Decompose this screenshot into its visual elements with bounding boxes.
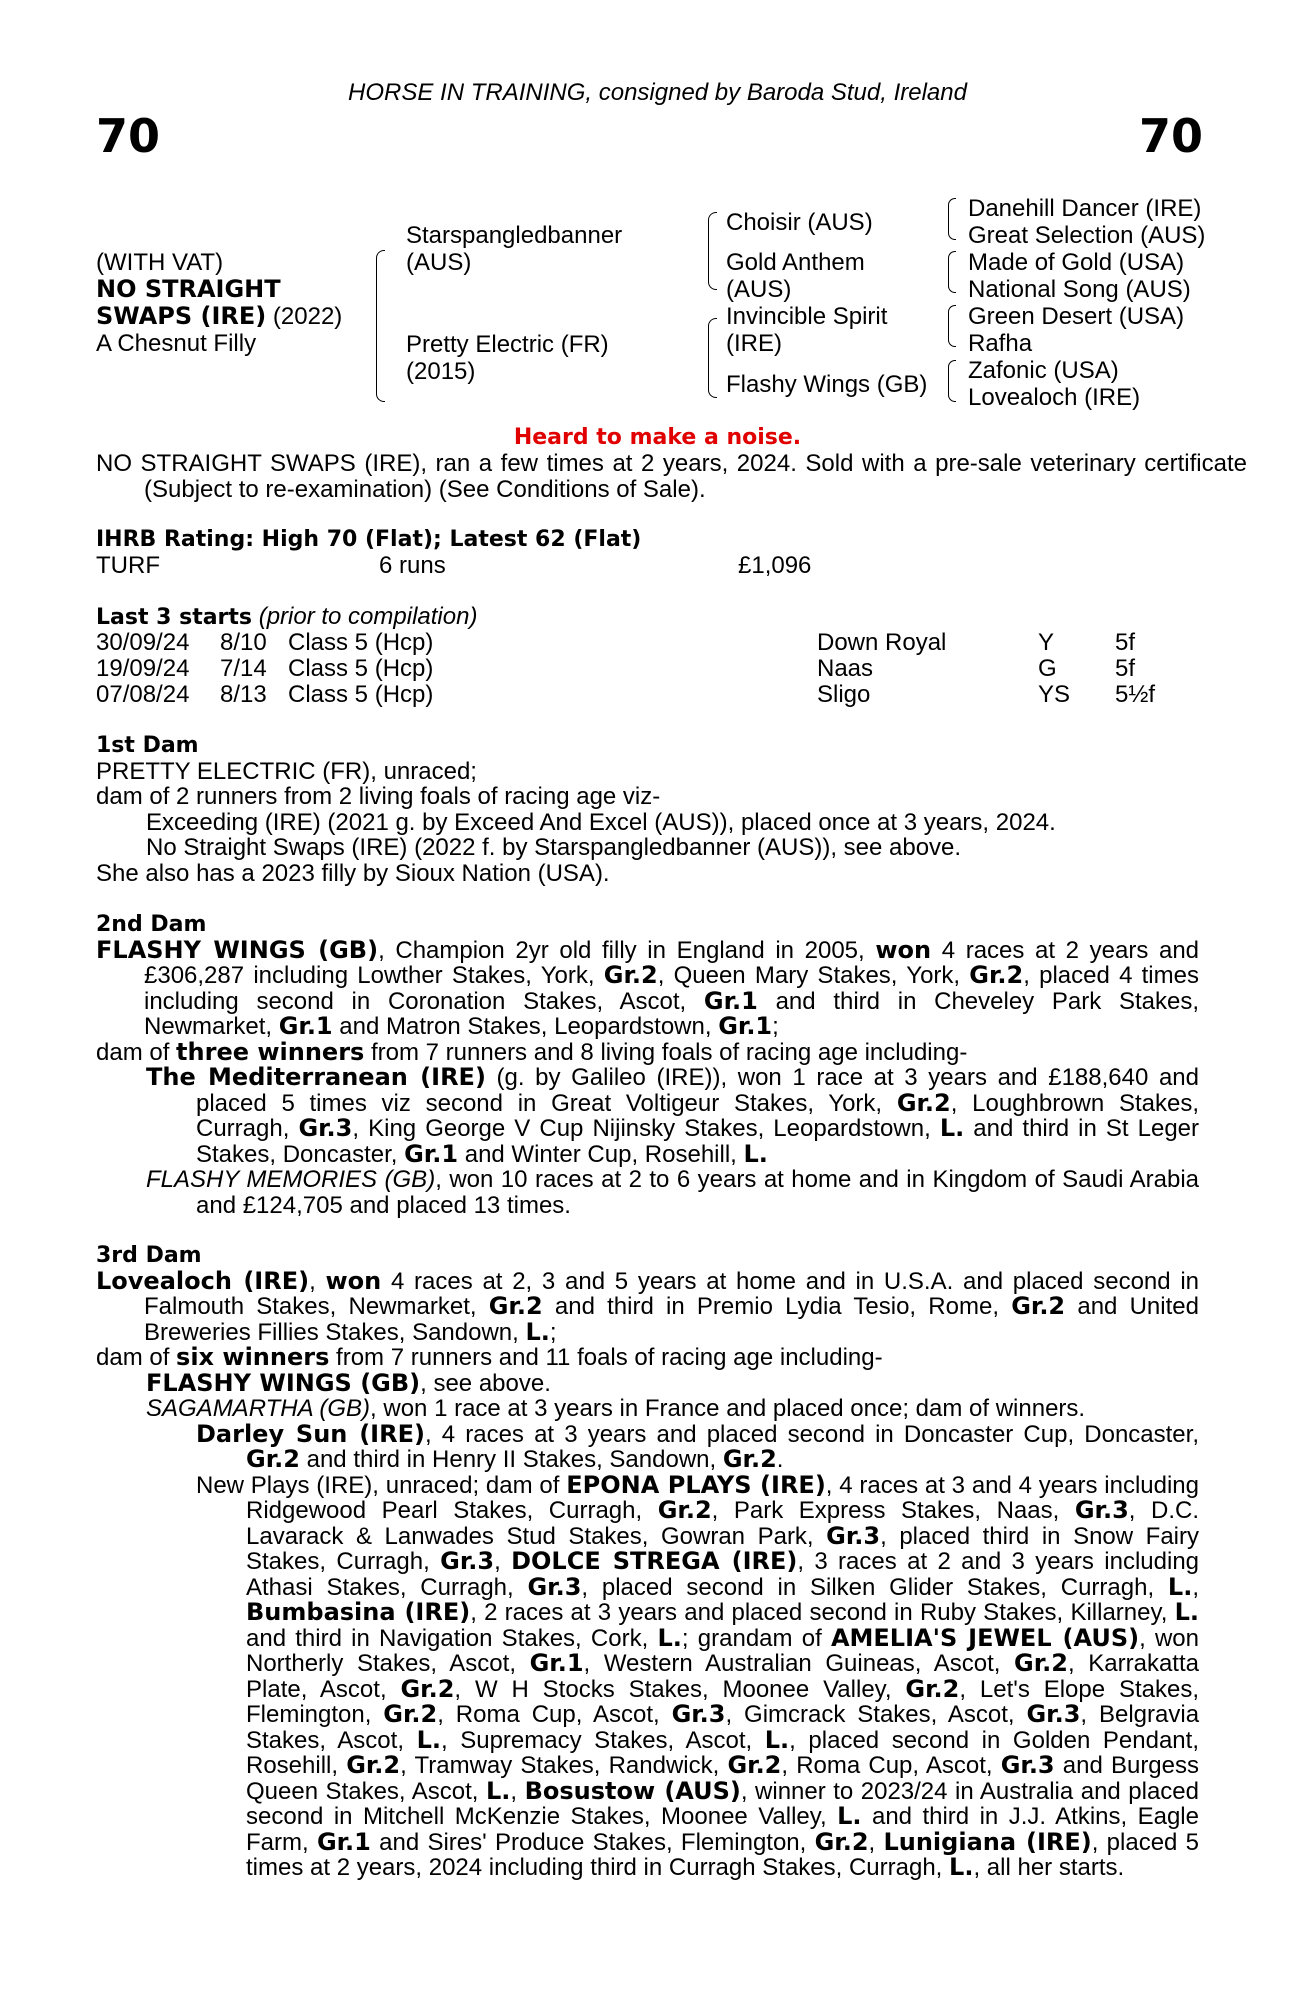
grade-label: Gr.3 bbox=[298, 1114, 353, 1142]
last-starts-title: Last 3 starts bbox=[96, 605, 253, 630]
rating-earnings: £1,096 bbox=[738, 552, 812, 579]
pedigree-dd: Flashy Wings (GB) bbox=[726, 371, 928, 398]
text: , Gimcrack Stakes, Ascot, bbox=[725, 1701, 1027, 1728]
start-date: 19/09/24 bbox=[96, 655, 190, 682]
text: , bbox=[309, 1267, 326, 1295]
pedigree-ss: Choisir (AUS) bbox=[726, 209, 873, 236]
text: from 7 runners and 8 living foals of racing age including- bbox=[364, 1038, 968, 1066]
produce-entry bbox=[96, 1167, 1199, 1218]
grand-produce-entry bbox=[96, 1419, 1199, 1473]
grade-label: Gr.2 bbox=[1011, 1292, 1066, 1320]
start-going: G bbox=[1038, 655, 1057, 682]
horse-name: AMELIA'S JEWEL (AUS) bbox=[830, 1623, 1140, 1652]
text: . bbox=[776, 1446, 784, 1473]
second-dam-heading: 2nd Dam bbox=[96, 912, 207, 937]
grade-label: Gr.2 bbox=[896, 1088, 951, 1117]
grand-produce-entry bbox=[96, 1470, 1200, 1881]
horse-name: SAGAMARTHA (GB) bbox=[146, 1395, 371, 1422]
grade-label: L. bbox=[939, 1114, 965, 1142]
horse-name: EPONA PLAYS (IRE) bbox=[566, 1470, 826, 1499]
text: (g. by Galileo (IRE)), won 1 race at 3 years and £188,640 and placed 5 times viz second in Great Voltigeur Stakes, York, bbox=[196, 1064, 1199, 1117]
text: , bbox=[1192, 1573, 1200, 1601]
horse-name-line1: NO STRAIGHT bbox=[96, 275, 281, 303]
text: , Tramway Stakes, Randwick, bbox=[400, 1752, 728, 1779]
pedigree-gen3 bbox=[968, 195, 1205, 411]
text: and Sires' Produce Stakes, Flemington, bbox=[370, 1828, 815, 1856]
text: and Winter Cup, Rosehill, bbox=[458, 1140, 744, 1168]
pedigree-sire bbox=[406, 222, 622, 276]
text: , bbox=[494, 1548, 512, 1575]
first-dam-heading: 1st Dam bbox=[96, 733, 199, 758]
text: , Queen Mary Stakes, York, bbox=[657, 962, 970, 989]
pedigree-ddd: Lovealoch (IRE) bbox=[968, 384, 1141, 411]
catalogue-header: HORSE IN TRAINING, consigned by Baroda Stud, Ireland bbox=[348, 79, 967, 106]
grade-label: L. bbox=[764, 1725, 790, 1754]
text: , placed third in Snow Fairy Stakes, Curragh, bbox=[246, 1522, 1199, 1575]
last-starts-note: (prior to compilation) bbox=[252, 603, 478, 630]
grade-label: Gr.3 bbox=[671, 1700, 726, 1728]
start-position: 8/10 bbox=[220, 629, 267, 656]
start-distance: 5f bbox=[1115, 629, 1136, 656]
grade-label: Gr.2 bbox=[727, 1751, 782, 1779]
pedigree-brace-gen1 bbox=[376, 250, 385, 402]
rating-runs: 6 runs bbox=[379, 552, 446, 579]
grade-label: Gr.1 bbox=[529, 1649, 584, 1677]
third-dam-record bbox=[96, 1266, 1200, 1346]
start-course: Sligo bbox=[817, 681, 871, 708]
pedigree-brace-sd bbox=[948, 251, 956, 293]
text: from 7 runners and 11 foals of racing age including- bbox=[329, 1344, 883, 1371]
text: , 4 races at 3 and 4 years including Ridgewood Pearl Stakes, Curragh, bbox=[246, 1471, 1200, 1524]
text: 4 races at 2 years and £306,287 including Lowther Stakes, York, bbox=[144, 936, 1200, 989]
horse-name: Lunigiana (IRE) bbox=[883, 1827, 1092, 1856]
first-dam-section bbox=[96, 733, 1199, 886]
rating-row bbox=[96, 553, 1199, 579]
grade-label: L. bbox=[657, 1623, 682, 1652]
foaling-year: (2022) bbox=[266, 303, 343, 330]
produce-entry bbox=[96, 1065, 1199, 1167]
text: , placed second in Golden Pendant, Rosehill, bbox=[246, 1726, 1199, 1779]
text: and third in Cheveley Park Stakes, Newmarket, bbox=[144, 987, 1199, 1040]
first-dam-line: dam of 2 runners from 2 living foals of racing age viz- bbox=[96, 783, 661, 810]
text: , Karrakatta Plate, Ascot, bbox=[246, 1650, 1199, 1703]
text: and United Breweries Fillies Stakes, Sandown, bbox=[144, 1293, 1199, 1346]
start-position: 7/14 bbox=[220, 655, 267, 682]
horse-name-line2: SWAPS (IRE) bbox=[96, 302, 267, 330]
pedigree-brace-ss bbox=[948, 198, 956, 240]
text: , King George V Cup Nijinsky Stakes, Leopardstown, bbox=[352, 1115, 940, 1142]
pedigree-brace-sire bbox=[708, 212, 717, 290]
produce-entry bbox=[96, 1396, 1199, 1422]
text: New Plays (IRE), unraced; dam of bbox=[196, 1471, 567, 1499]
third-dam-produce-summary bbox=[96, 1345, 1199, 1371]
text: , 2 races at 3 years and placed second in Ruby Stakes, Killarney, bbox=[470, 1599, 1175, 1626]
grade-label: L. bbox=[1167, 1572, 1193, 1601]
first-dam-produce: Exceeding (IRE) (2021 g. by Exceed And Excel (AUS)), placed once at 3 years, 2024. bbox=[146, 808, 1056, 836]
sd-country: (AUS) bbox=[726, 276, 792, 303]
grade-label: L. bbox=[525, 1317, 550, 1346]
start-going: YS bbox=[1038, 681, 1071, 708]
pedigree-ssd: Great Selection (AUS) bbox=[968, 222, 1206, 249]
start-class: Class 5 (Hcp) bbox=[288, 681, 434, 708]
horse-name: FLASHY MEMORIES (GB) bbox=[146, 1166, 436, 1193]
text: , winner to 2023/24 in Australia and placed second in Mitchell McKenzie Stakes, Moonee Valley, bbox=[246, 1777, 1199, 1830]
intro-paragraph: NO STRAIGHT SWAPS (IRE), ran a few times at 2 years, 2024. Sold with a pre-sale veterinary certificate (Subject to re-examination) (See Conditions of Sale). bbox=[96, 450, 1247, 503]
pedigree-dam bbox=[406, 331, 609, 385]
text: dam of bbox=[96, 1038, 177, 1066]
second-dam-record bbox=[96, 935, 1200, 1040]
horse-name: DOLCE STREGA (IRE) bbox=[511, 1547, 798, 1575]
grade-label: Gr.1 bbox=[703, 986, 758, 1015]
grade-label: Gr.2 bbox=[814, 1827, 869, 1856]
sire-name: Starspangledbanner bbox=[406, 222, 623, 249]
text: , W H Stocks Stakes, Moonee Valley, bbox=[454, 1675, 906, 1703]
text: , see above. bbox=[420, 1369, 551, 1397]
grade-label: Gr.3 bbox=[826, 1521, 881, 1550]
won-label: won bbox=[325, 1266, 382, 1295]
rating-heading: IHRB Rating: High 70 (Flat); Latest 62 (Flat) bbox=[96, 527, 642, 552]
pedigree-ds bbox=[726, 303, 887, 357]
pedigree-brace-dd bbox=[948, 360, 956, 402]
grade-label: Gr.2 bbox=[905, 1674, 960, 1703]
grade-label: Gr.3 bbox=[527, 1572, 582, 1601]
text: , Belgravia Stakes, Ascot, bbox=[246, 1701, 1200, 1754]
sd-name: Gold Anthem bbox=[726, 249, 865, 276]
text: , all her starts. bbox=[973, 1854, 1125, 1881]
text: , bbox=[510, 1777, 525, 1805]
horse-name: The Mediterranean (IRE) bbox=[146, 1063, 486, 1091]
text: and third in St Leger Stakes, Doncaster, bbox=[196, 1115, 1200, 1168]
text: , placed 5 times at 2 years, 2024 including third in Curragh Stakes, Curragh, bbox=[246, 1828, 1200, 1881]
text: , bbox=[868, 1828, 884, 1856]
text: , Champion 2yr old filly in England in 2005, bbox=[378, 936, 876, 964]
text: , won 1 race at 3 years in France and placed once; dam of winners. bbox=[370, 1395, 1086, 1422]
noise-notice: Heard to make a noise. bbox=[513, 425, 802, 450]
pedigree-sd bbox=[726, 249, 865, 303]
grade-label: Gr.2 bbox=[400, 1674, 455, 1703]
lot-number-right: 70 bbox=[1138, 109, 1203, 163]
text: ; bbox=[772, 1013, 779, 1040]
grade-label: Gr.2 bbox=[346, 1751, 401, 1779]
horse-description: A Chesnut Filly bbox=[96, 330, 257, 357]
pedigree-dsd: Rafha bbox=[968, 330, 1033, 357]
grade-label: Gr.2 bbox=[1014, 1649, 1068, 1677]
text: and third in Navigation Stakes, Cork, bbox=[246, 1624, 658, 1652]
start-row bbox=[96, 682, 1199, 708]
text: , 3 races at 2 and 3 years including Athasi Stakes, Curragh, bbox=[246, 1548, 1200, 1601]
start-distance: 5½f bbox=[1115, 681, 1156, 708]
start-row bbox=[96, 656, 1199, 682]
grade-label: Gr.2 bbox=[722, 1445, 777, 1473]
dam-year: (2015) bbox=[406, 358, 476, 385]
text: , Loughbrown Stakes, Curragh, bbox=[196, 1089, 1199, 1142]
text: , Roma Cup, Ascot, bbox=[781, 1752, 1001, 1779]
grade-label: Gr.1 bbox=[404, 1139, 459, 1168]
text: 4 races at 2, 3 and 5 years at home and in U.S.A. and placed second in Falmouth Stakes, Newmarket, bbox=[144, 1267, 1200, 1320]
horse-name: FLASHY WINGS (GB) bbox=[146, 1368, 421, 1397]
text: , Let's Elope Stakes, Flemington, bbox=[246, 1675, 1200, 1728]
grade-label: L. bbox=[1174, 1598, 1199, 1626]
lot-number-left: 70 bbox=[96, 109, 161, 163]
start-class: Class 5 (Hcp) bbox=[288, 629, 434, 656]
grade-label: L. bbox=[416, 1725, 441, 1754]
ds-country: (IRE) bbox=[726, 330, 782, 357]
winners-count: six winners bbox=[176, 1343, 330, 1371]
pedigree-sss: Danehill Dancer (IRE) bbox=[968, 195, 1202, 222]
grade-label: Gr.2 bbox=[246, 1445, 300, 1473]
text: and third in J.J. Atkins, Eagle Farm, bbox=[246, 1803, 1199, 1856]
grade-label: Gr.2 bbox=[969, 961, 1024, 989]
grade-label: L. bbox=[837, 1802, 862, 1830]
winners-count: three winners bbox=[176, 1037, 365, 1066]
grade-label: Gr.3 bbox=[1026, 1700, 1081, 1728]
text: and third in Henry II Stakes, Sandown, bbox=[299, 1446, 723, 1473]
text: , won Northerly Stakes, Ascot, bbox=[246, 1624, 1199, 1677]
grade-label: Gr.3 bbox=[1074, 1496, 1129, 1524]
text: , Roma Cup, Ascot, bbox=[437, 1701, 672, 1728]
text: ; bbox=[549, 1318, 557, 1346]
text: , Western Australian Guineas, Ascot, bbox=[583, 1650, 1015, 1677]
start-class: Class 5 (Hcp) bbox=[288, 655, 434, 682]
second-dam-produce-summary bbox=[96, 1037, 1199, 1066]
start-date: 07/08/24 bbox=[96, 681, 190, 708]
grade-label: Gr.2 bbox=[383, 1700, 438, 1728]
grade-label: Gr.3 bbox=[1000, 1751, 1055, 1779]
grade-label: Gr.2 bbox=[603, 961, 658, 989]
pedigree-dss: Green Desert (USA) bbox=[968, 303, 1185, 330]
pedigree-brace-dam bbox=[708, 318, 717, 398]
start-date: 30/09/24 bbox=[96, 629, 190, 656]
grade-label: L. bbox=[949, 1853, 974, 1881]
second-dam-section bbox=[96, 912, 1199, 1218]
vat-note: (WITH VAT) bbox=[96, 249, 224, 276]
start-course: Down Royal bbox=[817, 629, 947, 656]
text: , 4 races at 3 years and placed second in Doncaster Cup, Doncaster, bbox=[424, 1420, 1199, 1448]
ds-name: Invincible Spirit bbox=[726, 303, 888, 330]
horse-name: Lovealoch (IRE) bbox=[96, 1266, 310, 1295]
text: , Supremacy Stakes, Ascot, bbox=[440, 1726, 765, 1754]
start-position: 8/13 bbox=[220, 681, 267, 708]
last-starts-heading bbox=[96, 604, 477, 631]
first-dam-produce: No Straight Swaps (IRE) (2022 f. by Starspangledbanner (AUS)), see above. bbox=[146, 834, 962, 861]
third-dam-heading: 3rd Dam bbox=[96, 1243, 202, 1268]
text: , won 10 races at 2 to 6 years at home and in Kingdom of Saudi Arabia and £124,705 and placed 13 times. bbox=[196, 1166, 1199, 1219]
text: ; grandam of bbox=[681, 1624, 831, 1652]
pedigree-dds: Zafonic (USA) bbox=[968, 357, 1119, 384]
text: and Matron Stakes, Leopardstown, bbox=[332, 1013, 719, 1040]
start-row bbox=[96, 630, 1199, 656]
rating-surface: TURF bbox=[96, 552, 160, 579]
first-dam-line: PRETTY ELECTRIC (FR), unraced; bbox=[96, 757, 477, 785]
grade-label: Gr.1 bbox=[316, 1827, 371, 1856]
sire-country: (AUS) bbox=[406, 249, 472, 276]
won-label: won bbox=[875, 935, 932, 964]
pedigree-sds: Made of Gold (USA) bbox=[968, 249, 1185, 276]
text: , placed 4 times including second in Coronation Stakes, Ascot, bbox=[144, 962, 1199, 1015]
dam-name: Pretty Electric (FR) bbox=[406, 331, 609, 358]
start-course: Naas bbox=[817, 655, 874, 682]
text: and Burgess Queen Stakes, Ascot, bbox=[246, 1752, 1200, 1805]
start-going: Y bbox=[1038, 629, 1055, 656]
horse-name: Bumbasina (IRE) bbox=[246, 1598, 471, 1626]
text: , D.C. Lavarack & Lanwades Stud Stakes, Gowran Park, bbox=[246, 1497, 1199, 1550]
grade-label: Gr.1 bbox=[278, 1012, 333, 1040]
text: , Park Express Stakes, Naas, bbox=[711, 1497, 1075, 1524]
grade-label: L. bbox=[485, 1776, 511, 1805]
start-distance: 5f bbox=[1115, 655, 1136, 682]
third-dam-section bbox=[96, 1243, 1199, 1881]
grade-label: L. bbox=[743, 1139, 768, 1168]
grade-label: Gr.2 bbox=[488, 1292, 543, 1320]
text: and third in Premio Lydia Tesio, Rome, bbox=[542, 1293, 1012, 1320]
horse-name: Darley Sun (IRE) bbox=[196, 1419, 425, 1448]
grade-label: Gr.3 bbox=[440, 1547, 495, 1575]
text: , placed second in Silken Glider Stakes, Curragh, bbox=[581, 1573, 1168, 1601]
horse-name: FLASHY WINGS (GB) bbox=[96, 935, 379, 964]
horse-name: Bosustow (AUS) bbox=[524, 1776, 741, 1805]
first-dam-line: She also has a 2023 filly by Sioux Nation (USA). bbox=[96, 859, 610, 887]
horse-identity bbox=[96, 249, 342, 357]
produce-entry bbox=[96, 1368, 1199, 1397]
text: dam of bbox=[96, 1344, 177, 1371]
grade-label: Gr.1 bbox=[718, 1012, 773, 1040]
grade-label: Gr.2 bbox=[657, 1496, 712, 1524]
pedigree-brace-ds bbox=[948, 305, 956, 347]
pedigree-sdd: National Song (AUS) bbox=[968, 276, 1191, 303]
